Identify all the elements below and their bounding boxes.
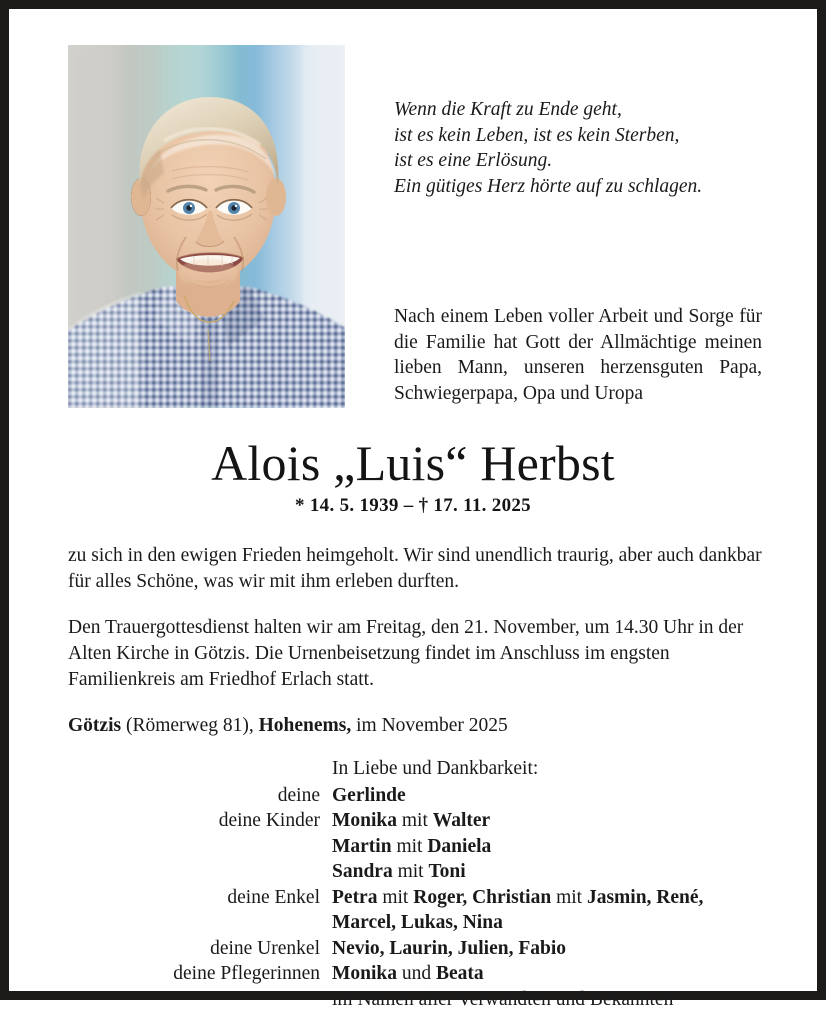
family-row <box>68 834 768 860</box>
family-row <box>68 859 768 885</box>
paragraph-service-details: Den Trauergottesdienst halten wir am Freitag, den 21. November, um 14.30 Uhr in der Alten Kirche in Götzis. Die Urnenbeisetzung findet im Anschluss im engsten Familienkreis am Friedhof Erlach statt. <box>68 615 768 693</box>
body-text <box>68 543 768 739</box>
family-heading: In Liebe und Dankbarkeit: <box>332 756 768 782</box>
family-relation-label: deine Pflegerinnen <box>68 961 332 987</box>
family-relation-label: deine Urenkel <box>68 936 332 962</box>
place-and-date-line <box>68 713 768 739</box>
family-row <box>68 910 768 936</box>
place-primary: Götzis <box>68 715 121 736</box>
family-names: Petra mit Roger, Christian mit Jasmin, René, <box>332 885 768 911</box>
family-relation-label: deine Kinder <box>68 808 332 834</box>
verse-line: Wenn die Kraft zu Ende geht, <box>394 97 769 123</box>
family-relation-label <box>68 859 332 885</box>
name-block <box>9 434 817 517</box>
family-names: Monika mit Walter <box>332 808 768 834</box>
family-names: Marcel, Lukas, Nina <box>332 910 768 936</box>
paragraph-mourning: zu sich in den ewigen Frieden heimgeholt. Wir sind unendlich traurig, aber auch dankbar für alles Schöne, was wir mit ihm erleben durften. <box>68 543 768 595</box>
family-names: Sandra mit Toni <box>332 859 768 885</box>
family-row <box>68 936 768 962</box>
memorial-verse <box>394 97 769 199</box>
place-secondary: Hohenems, <box>259 715 352 736</box>
family-table-body <box>68 783 768 987</box>
family-names: Martin mit Daniela <box>332 834 768 860</box>
deceased-name: Alois „Luis“ Herbst <box>9 434 817 492</box>
family-row <box>68 885 768 911</box>
portrait-illustration <box>68 45 345 408</box>
intro-paragraph: Nach einem Leben voller Arbeit und Sorge für die Familie hat Gott der Allmächtige meinen lieben Mann, unseren herzensguten Papa, Schwiegerpapa, Opa und Uropa <box>394 304 762 406</box>
family-relation-label <box>68 834 332 860</box>
family-table <box>68 783 768 987</box>
family-names: Gerlinde <box>332 783 768 809</box>
notice-sheet <box>9 9 817 991</box>
family-relation-label <box>68 910 332 936</box>
notice-month: im November 2025 <box>351 715 508 736</box>
family-names: Monika und Beata <box>332 961 768 987</box>
family-names: Nevio, Laurin, Julien, Fabio <box>332 936 768 962</box>
family-footer: im Namen aller Verwandten und Bekannten <box>332 987 768 1012</box>
family-row <box>68 961 768 987</box>
family-relation-label: deine Enkel <box>68 885 332 911</box>
family-signature-block <box>68 756 768 1012</box>
header-area <box>9 9 817 417</box>
place-address: (Römerweg 81), <box>121 715 259 736</box>
life-dates: * 14. 5. 1939 – † 17. 11. 2025 <box>9 495 817 517</box>
family-row <box>68 808 768 834</box>
family-row <box>68 783 768 809</box>
verse-line: Ein gütiges Herz hörte auf zu schlagen. <box>394 174 769 200</box>
family-relation-label: deine <box>68 783 332 809</box>
verse-line: ist es kein Leben, ist es kein Sterben, <box>394 123 769 149</box>
verse-line: ist es eine Erlösung. <box>394 148 769 174</box>
portrait-photo <box>68 45 345 408</box>
